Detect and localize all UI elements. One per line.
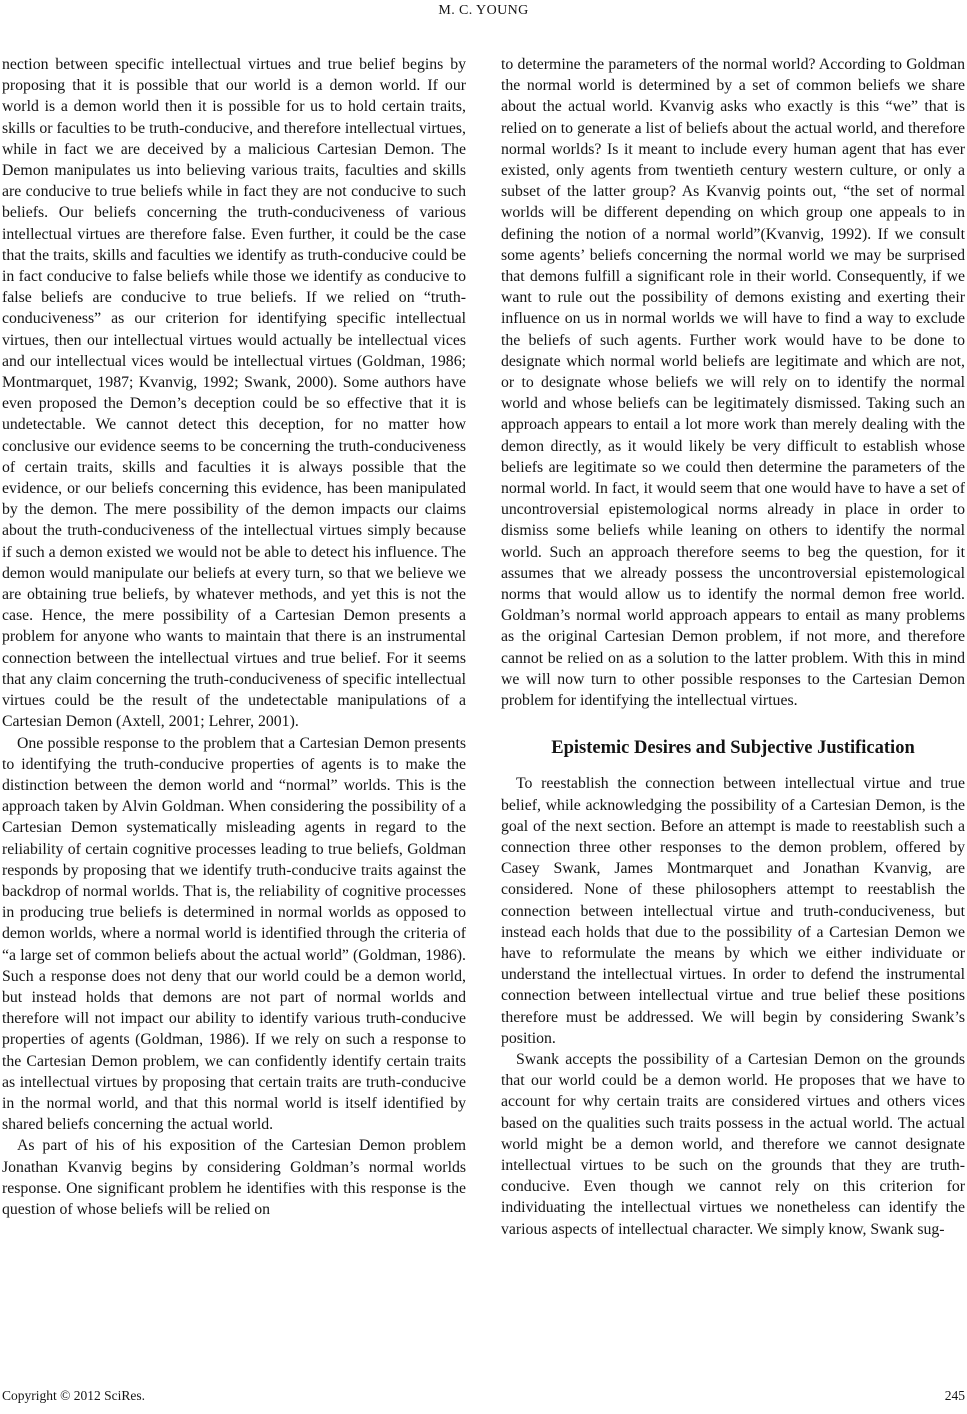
two-column-body [2, 54, 965, 1240]
section-heading: Epistemic Desires and Subjective Justification [551, 738, 915, 759]
paragraph-kvanvig-critique: to determine the parameters of the normal world? According to Goldman the normal world is determined by a set of common beliefs we share about the actual world. Kvanvig asks who exactly is this “we” that is relied on to generate a list of beliefs about the actual world, and therefore normal worlds? Is it meant to include every human agent that has ever existed, only agents from twentieth century western culture, or only a subset of the latter group? As Kvanvig points out, “the set of normal worlds will be different depending on which group one appeals to in defining the notion of a normal world”(Kvanvig, 1992). If we consult some agents’ beliefs concerning the normal world we may be surprised that demons fulfill a significant role in their world. Consequently, if we want to rule out the possibility of demons existing and exerting their influence on us in normal worlds we will have to find a way to exclude the beliefs of such agents. Further work would have to be done to designate which normal world beliefs are legitimate and which are not, or to designate whose beliefs we will rely on to identify the normal world and whose beliefs can be legitimately dismissed. Taking such an approach appears to entail a lot more work than merely dealing with the demon directly, as it would likely be very difficult to establish whose beliefs are legitimate so we could then determine the parameters of the normal world. In fact, it would seem that one would have to have a set of uncontroversial epistemological norms already in place in order to dismiss some beliefs while leaning on others to identify the normal world. Such an approach therefore seems to beg the question, for it assumes that we already possess the uncontroversial epistemological norms that would allow us to identify the normal demon free world. Goldman’s normal world approach appears to entail as many problems as the original Cartesian Demon problem, if not more, and therefore cannot be relied on as a solution to the latter problem. With this in mind we will now turn to other possible responses to the Cartesian Demon problem for identifying the intellectual virtues. [501, 56, 965, 710]
paragraph-kvanvig-intro: As part of his of his exposition of the Cartesian Demon problem Jonathan Kvanvig begins by considering Goldman’s normal worlds response. One significant problem he identifies with this response is the question of whose beliefs will be relied on [2, 1137, 466, 1218]
paragraph-goldman-response: One possible response to the problem that a Cartesian Demon presents to identifying the truth-conducive properties of agents is to make the distinction between the demon world and “normal” worlds. This is the approach taken by Alvin Goldman. When considering the possibility of a Cartesian Demon systematically misleading agents in regard to the reliability of certain cognitive processes leading to true beliefs, Goldman responds by proposing that we identify truth-conducive traits against the backdrop of normal worlds. That is, the reliability of cognitive processes in producing true beliefs is determined in normal worlds as opposed to demon worlds, where a normal world is identified through the criteria of “a large set of common beliefs about the actual world” (Goldman, 1986). Such a response does not deny that our world could be a demon world, but instead holds that demons are not part of normal worlds and therefore will not impact our ability to identify various truth-conducive properties of agents (Goldman, 1986). If we rely on such a response to the Cartesian Demon problem, we can confidently identify certain traits as intellectual virtues by proposing that certain traits are truth-conducive in the normal world, and that this normal world is itself identified by shared beliefs concerning the actual world. [2, 734, 466, 1134]
paragraph-continuation: nection between specific intellectual virtues and true belief begins by proposing that it is possible that our world is a demon world. If our world is a demon world then it is possible for us to hold certain traits, skills or faculties to be truth-conducive, and therefore intellectual virtues, while in fact we are deceived by a malicious Cartesian Demon. The Demon manipulates us into believing various traits, faculties and skills are conducive to true beliefs while in fact they are not conducive to such beliefs. Our beliefs concerning the truth-conduciveness of various intellectual virtues are therefore false. Even further, it could be the case that the traits, skills and faculties we identify as truth-conducive could be in fact conducive to false beliefs while those we identify as conducive to false beliefs are conducive to true beliefs. If we relied on “truth-conduciveness” as our criterion for identifying specific intellectual virtues, then our intellectual virtues would actually be intellectual vices and our intellectual vices would be intellectual virtues (Goldman, 1986; Montmarquet, 1987; Kvanvig, 1992; Swank, 2000). Some authors have even proposed the Demon’s deception could be so effective that it is undetectable. We cannot detect this deception, for no matter how conclusive our evidence seems to be concerning the truth-conduciveness of certain traits, skills and faculties it is always possible that the evidence, or our beliefs concerning this evidence, has been manipulated by the demon. The mere possibility of the demon impacts our claims about the truth-conduciveness of the intellectual virtues simply because if such a demon existed we would not be able to detect his influence. The demon would manipulate our beliefs at every turn, so that we believe we are obtaining true beliefs, by whatever methods, and yet this is not the case. Hence, the mere possibility of a Cartesian Demon presents a problem for anyone who wants to maintain that there is an instrumental connection between the intellectual virtues and true belief. For it seems that any claim concerning the truth-conduciveness of specific intellectual virtues could be the result of the undetectable manipulations of a Cartesian Demon (Axtell, 2001; Lehrer, 2001). [2, 56, 466, 731]
paragraph-swank-position: Swank accepts the possibility of a Cartesian Demon on the grounds that our world could be a demon world. He proposes that we have to account for why certain traits are considered virtues and others vices based on the qualities such traits possess in the actual world. The actual world might be a demon world, and therefore we cannot designate intellectual virtues to be such on the grounds that they are truth-conducive. Even though we cannot rely on this criterion for individuating the intellectual virtues we nonetheless can identify the various aspects of intellectual character. We simply know, Swank sug- [501, 1050, 965, 1238]
copyright-notice: Copyright © 2012 SciRes. [2, 1388, 146, 1403]
running-head: M. C. YOUNG [438, 3, 529, 18]
page-number: 245 [944, 1388, 965, 1403]
paragraph-reestablish-connection: To reestablish the connection between intellectual virtue and true belief, while acknowledging the possibility of a Cartesian Demon, is the goal of the next section. Before an attempt is made to reestablish such a connection three other responses to the demon problem, offered by Casey Swank, James Montmarquet and Jonathan Kvanvig, are considered. None of these philosophers attempt to reestablish the connection between intellectual virtue and truth-conduciveness, but instead each holds that due to the possibility of a Cartesian Demon we have to reformulate the means by which we either individuate or understand the intellectual virtues. In order to defend the instrumental connection between intellectual virtue and true belief these positions therefore must be addressed. We will begin by considering Swank’s position. [501, 775, 965, 1047]
left-column [2, 54, 466, 1220]
page-footer [2, 1388, 965, 1404]
right-column [501, 54, 965, 1240]
